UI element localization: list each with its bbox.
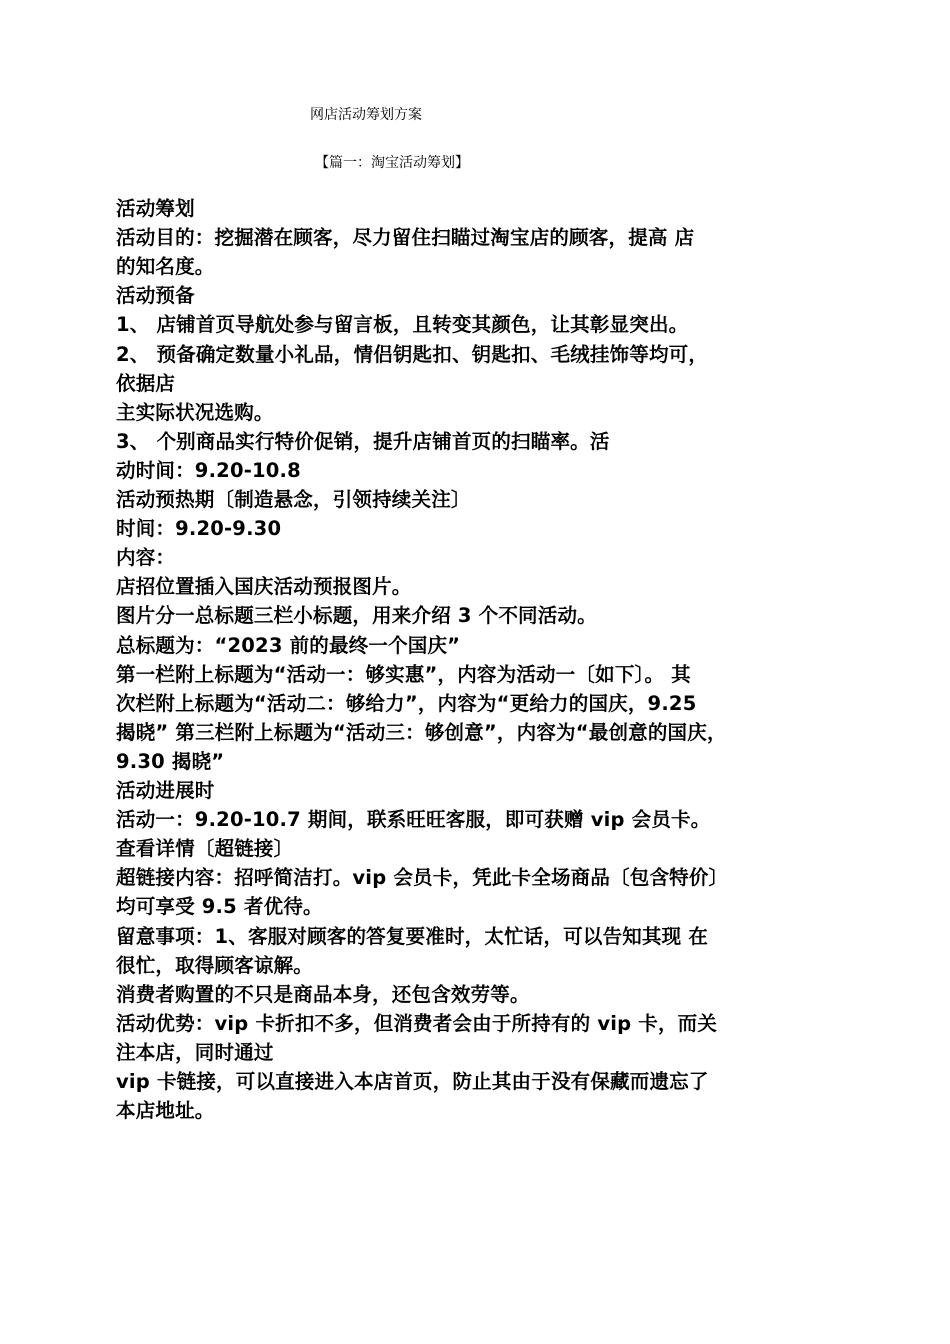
body-line: 活动优势：vip 卡折扣不多，但消费者会由于所持有的 vip 卡，而关	[116, 1011, 718, 1035]
body-line: 留意事项：1、客服对顾客的答复要准时，太忙话，可以告知其现 在	[116, 924, 709, 948]
body-line: 很忙，取得顾客谅解。	[116, 953, 314, 977]
body-line: 注本店，同时通过	[116, 1040, 274, 1064]
body-line: 均可享受 9.5 者优待。	[116, 895, 323, 919]
body-line: 查看详情〔超链接〕	[116, 837, 294, 861]
body-line: 揭晓” 第三栏附上标题为“活动三：够创意”，内容为“最创意的国庆，	[116, 720, 727, 744]
body-line: 内容：	[116, 546, 176, 570]
document-title: 网店活动筹划方案	[310, 107, 422, 123]
body-line: 本店地址。	[116, 1099, 215, 1123]
body-line: 活动进展时	[116, 779, 215, 802]
body-line: 消费者购置的不只是商品本身，还包含效劳等。	[116, 982, 530, 1006]
body-line: 第一栏附上标题为“活动一：够实惠”，内容为活动一〔如下〕。 其	[116, 662, 691, 686]
body-line: 活动筹划	[116, 197, 195, 220]
body-line: 活动预备	[116, 284, 195, 308]
body-line: 2、 预备确定数量小礼品，情侣钥匙扣、钥匙扣、毛绒挂饰等均可，	[116, 342, 709, 366]
body-line: 时间：9.20-9.30	[116, 517, 282, 541]
body-line: 9.30 揭晓”	[116, 749, 225, 773]
body-line: 活动一：9.20-10.7 期间，联系旺旺客服，即可获赠 vip 会员卡。	[116, 808, 711, 832]
body-line: 依据店	[116, 371, 176, 395]
body-line: vip 卡链接，可以直接进入本店首页，防止其由于没有保藏而遗忘了	[116, 1070, 709, 1093]
body-line: 1、 店铺首页导航处参与留言板，且转变其颜色，让其彰显突出。	[116, 313, 689, 337]
body-line: 次栏附上标题为“活动二：够给力”，内容为“更给力的国庆，9.25	[116, 691, 697, 715]
body-line: 3、 个别商品实行特价促销，提升店铺首页的扫瞄率。活	[116, 429, 610, 453]
body-line: 店招位置插入国庆活动预报图片。	[116, 575, 412, 599]
body-line: 总标题为：“2023 前的最终一个国庆”	[116, 633, 461, 657]
body-line: 活动目的：挖掘潜在顾客，尽力留住扫瞄过淘宝店的顾客，提高 店	[116, 226, 695, 250]
document-subtitle: 【篇一：淘宝活动筹划】	[315, 155, 469, 171]
body-line: 超链接内容：招呼简洁打。vip 会员卡，凭此卡全场商品〔包含特价〕	[116, 866, 729, 890]
body-line: 主实际状况选购。	[116, 400, 274, 424]
body-line: 活动预热期〔制造悬念，引领持续关注〕	[116, 488, 471, 511]
body-line: 图片分一总标题三栏小标题，用来介绍 3 个不同活动。	[116, 604, 597, 628]
body-line: 动时间：9.20-10.8	[116, 458, 301, 482]
body-line: 的知名度。	[116, 255, 215, 279]
